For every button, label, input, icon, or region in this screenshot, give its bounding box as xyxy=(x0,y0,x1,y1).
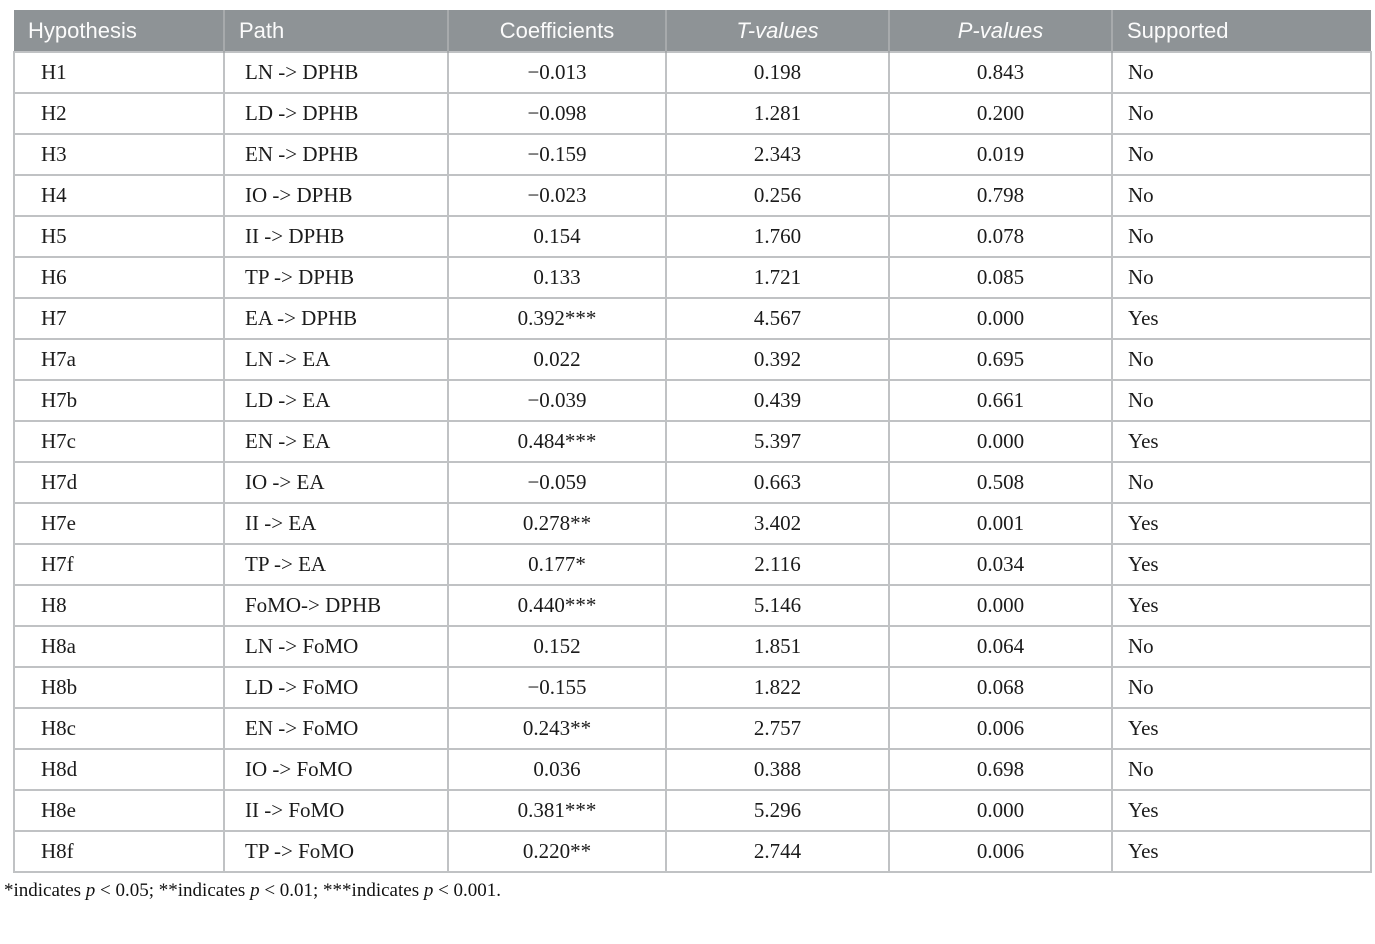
cell-coefficient: 0.152 xyxy=(448,626,666,667)
cell-path: LD -> FoMO xyxy=(224,667,448,708)
cell-supported: No xyxy=(1112,380,1371,421)
header-hypothesis: Hypothesis xyxy=(14,10,224,52)
cell-p-value: 0.000 xyxy=(889,298,1112,339)
cell-supported: No xyxy=(1112,462,1371,503)
cell-hypothesis: H7e xyxy=(14,503,224,544)
hypothesis-results-table xyxy=(13,10,1372,873)
cell-supported: No xyxy=(1112,134,1371,175)
table-row xyxy=(14,339,1371,380)
header-path: Path xyxy=(224,10,448,52)
cell-supported: No xyxy=(1112,339,1371,380)
header-coefficients: Coefficients xyxy=(448,10,666,52)
footnote-segment: p xyxy=(250,880,260,901)
cell-path: TP -> EA xyxy=(224,544,448,585)
cell-hypothesis: H5 xyxy=(14,216,224,257)
cell-p-value: 0.200 xyxy=(889,93,1112,134)
cell-coefficient: −0.023 xyxy=(448,175,666,216)
header-t-values: T-values xyxy=(666,10,889,52)
cell-t-value: 0.663 xyxy=(666,462,889,503)
cell-supported: Yes xyxy=(1112,831,1371,872)
table-row xyxy=(14,503,1371,544)
cell-path: LN -> FoMO xyxy=(224,626,448,667)
cell-supported: Yes xyxy=(1112,790,1371,831)
cell-t-value: 2.116 xyxy=(666,544,889,585)
cell-p-value: 0.001 xyxy=(889,503,1112,544)
footnote-segment: < 0.001. xyxy=(433,880,502,901)
table-row xyxy=(14,298,1371,339)
cell-p-value: 0.006 xyxy=(889,831,1112,872)
table-row xyxy=(14,175,1371,216)
cell-coefficient: 0.278** xyxy=(448,503,666,544)
cell-hypothesis: H7b xyxy=(14,380,224,421)
cell-hypothesis: H8a xyxy=(14,626,224,667)
cell-coefficient: 0.440*** xyxy=(448,585,666,626)
table-row xyxy=(14,585,1371,626)
cell-supported: No xyxy=(1112,216,1371,257)
table-footnote xyxy=(4,880,1375,902)
cell-supported: Yes xyxy=(1112,298,1371,339)
cell-path: EA -> DPHB xyxy=(224,298,448,339)
cell-coefficient: 0.220** xyxy=(448,831,666,872)
header-row xyxy=(14,10,1371,52)
cell-supported: Yes xyxy=(1112,503,1371,544)
cell-coefficient: −0.098 xyxy=(448,93,666,134)
cell-p-value: 0.064 xyxy=(889,626,1112,667)
table-row xyxy=(14,134,1371,175)
cell-path: LN -> DPHB xyxy=(224,52,448,93)
cell-hypothesis: H8d xyxy=(14,749,224,790)
cell-t-value: 0.198 xyxy=(666,52,889,93)
footnote-segment: p xyxy=(423,880,434,901)
cell-path: FoMO-> DPHB xyxy=(224,585,448,626)
cell-coefficient: 0.243** xyxy=(448,708,666,749)
table-row xyxy=(14,216,1371,257)
cell-supported: No xyxy=(1112,667,1371,708)
cell-p-value: 0.695 xyxy=(889,339,1112,380)
cell-path: IO -> DPHB xyxy=(224,175,448,216)
cell-hypothesis: H2 xyxy=(14,93,224,134)
cell-hypothesis: H8 xyxy=(14,585,224,626)
table-row xyxy=(14,93,1371,134)
cell-p-value: 0.000 xyxy=(889,790,1112,831)
cell-hypothesis: H8e xyxy=(14,790,224,831)
table-row xyxy=(14,790,1371,831)
cell-t-value: 1.281 xyxy=(666,93,889,134)
cell-path: IO -> FoMO xyxy=(224,749,448,790)
cell-coefficient: 0.154 xyxy=(448,216,666,257)
cell-path: EN -> FoMO xyxy=(224,708,448,749)
cell-p-value: 0.006 xyxy=(889,708,1112,749)
cell-coefficient: 0.381*** xyxy=(448,790,666,831)
cell-supported: Yes xyxy=(1112,708,1371,749)
table-body xyxy=(14,52,1371,872)
table-row xyxy=(14,831,1371,872)
cell-t-value: 3.402 xyxy=(666,503,889,544)
cell-t-value: 2.757 xyxy=(666,708,889,749)
cell-coefficient: 0.177* xyxy=(448,544,666,585)
header-p-values: P-values xyxy=(889,10,1112,52)
cell-path: EN -> EA xyxy=(224,421,448,462)
cell-t-value: 1.851 xyxy=(666,626,889,667)
cell-t-value: 0.388 xyxy=(666,749,889,790)
cell-supported: No xyxy=(1112,52,1371,93)
cell-p-value: 0.000 xyxy=(889,421,1112,462)
cell-supported: Yes xyxy=(1112,421,1371,462)
cell-t-value: 5.296 xyxy=(666,790,889,831)
footnote-segment: < 0.05; **indicates xyxy=(95,880,251,901)
header-supported: Supported xyxy=(1112,10,1371,52)
cell-p-value: 0.843 xyxy=(889,52,1112,93)
cell-hypothesis: H4 xyxy=(14,175,224,216)
cell-coefficient: 0.022 xyxy=(448,339,666,380)
cell-hypothesis: H8c xyxy=(14,708,224,749)
cell-hypothesis: H3 xyxy=(14,134,224,175)
cell-path: TP -> DPHB xyxy=(224,257,448,298)
cell-hypothesis: H1 xyxy=(14,52,224,93)
table-row xyxy=(14,257,1371,298)
cell-p-value: 0.019 xyxy=(889,134,1112,175)
cell-coefficient: −0.059 xyxy=(448,462,666,503)
cell-p-value: 0.698 xyxy=(889,749,1112,790)
cell-supported: Yes xyxy=(1112,544,1371,585)
cell-supported: No xyxy=(1112,626,1371,667)
cell-p-value: 0.798 xyxy=(889,175,1112,216)
table-row xyxy=(14,667,1371,708)
cell-supported: No xyxy=(1112,257,1371,298)
cell-coefficient: −0.039 xyxy=(448,380,666,421)
cell-p-value: 0.508 xyxy=(889,462,1112,503)
cell-path: LD -> EA xyxy=(224,380,448,421)
cell-path: LN -> EA xyxy=(224,339,448,380)
cell-t-value: 1.822 xyxy=(666,667,889,708)
cell-coefficient: 0.484*** xyxy=(448,421,666,462)
cell-supported: No xyxy=(1112,749,1371,790)
footnote-segment: *indicates xyxy=(4,880,86,901)
footnote-segment: p xyxy=(85,880,96,901)
cell-t-value: 5.397 xyxy=(666,421,889,462)
cell-supported: No xyxy=(1112,93,1371,134)
table-row xyxy=(14,544,1371,585)
cell-p-value: 0.078 xyxy=(889,216,1112,257)
cell-hypothesis: H6 xyxy=(14,257,224,298)
cell-path: EN -> DPHB xyxy=(224,134,448,175)
cell-t-value: 5.146 xyxy=(666,585,889,626)
table-row xyxy=(14,52,1371,93)
cell-hypothesis: H7d xyxy=(14,462,224,503)
cell-hypothesis: H7a xyxy=(14,339,224,380)
table-row xyxy=(14,380,1371,421)
table-row xyxy=(14,462,1371,503)
cell-hypothesis: H7c xyxy=(14,421,224,462)
cell-coefficient: 0.036 xyxy=(448,749,666,790)
cell-t-value: 0.439 xyxy=(666,380,889,421)
cell-coefficient: 0.133 xyxy=(448,257,666,298)
table-row xyxy=(14,421,1371,462)
cell-path: LD -> DPHB xyxy=(224,93,448,134)
table-row xyxy=(14,708,1371,749)
cell-path: II -> DPHB xyxy=(224,216,448,257)
cell-p-value: 0.000 xyxy=(889,585,1112,626)
cell-t-value: 2.343 xyxy=(666,134,889,175)
cell-t-value: 1.760 xyxy=(666,216,889,257)
cell-hypothesis: H7f xyxy=(14,544,224,585)
cell-supported: No xyxy=(1112,175,1371,216)
cell-hypothesis: H8b xyxy=(14,667,224,708)
cell-p-value: 0.085 xyxy=(889,257,1112,298)
cell-p-value: 0.661 xyxy=(889,380,1112,421)
cell-t-value: 2.744 xyxy=(666,831,889,872)
cell-path: II -> EA xyxy=(224,503,448,544)
table-row xyxy=(14,749,1371,790)
cell-p-value: 0.068 xyxy=(889,667,1112,708)
cell-t-value: 4.567 xyxy=(666,298,889,339)
cell-t-value: 0.392 xyxy=(666,339,889,380)
cell-hypothesis: H7 xyxy=(14,298,224,339)
cell-coefficient: −0.155 xyxy=(448,667,666,708)
cell-coefficient: −0.159 xyxy=(448,134,666,175)
cell-p-value: 0.034 xyxy=(889,544,1112,585)
cell-path: II -> FoMO xyxy=(224,790,448,831)
footnote-segment: < 0.01; ***indicates xyxy=(259,880,424,901)
cell-hypothesis: H8f xyxy=(14,831,224,872)
cell-t-value: 0.256 xyxy=(666,175,889,216)
cell-t-value: 1.721 xyxy=(666,257,889,298)
cell-coefficient: 0.392*** xyxy=(448,298,666,339)
table-row xyxy=(14,626,1371,667)
cell-supported: Yes xyxy=(1112,585,1371,626)
cell-coefficient: −0.013 xyxy=(448,52,666,93)
cell-path: TP -> FoMO xyxy=(224,831,448,872)
cell-path: IO -> EA xyxy=(224,462,448,503)
